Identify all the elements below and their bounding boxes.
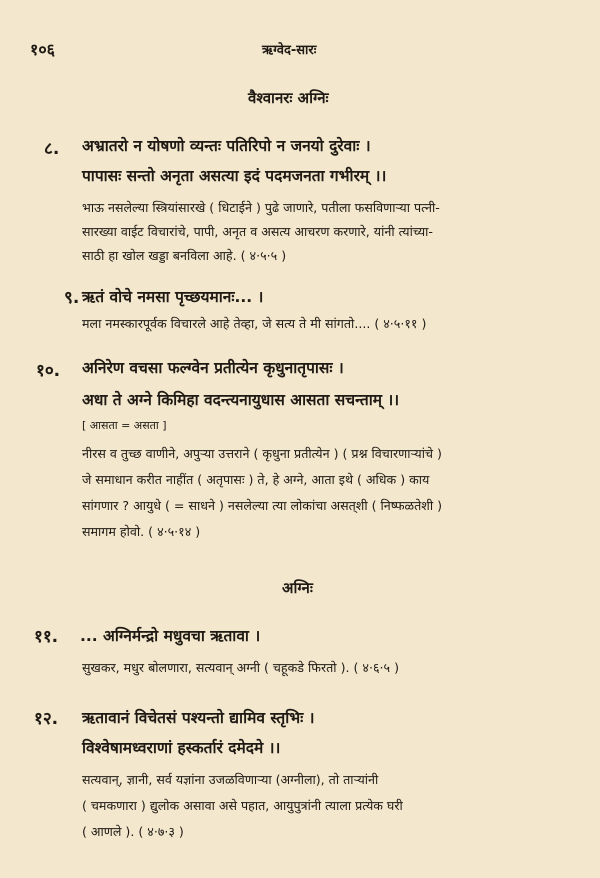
verse-number: १२.: [34, 709, 59, 729]
section-title: वैश्वानरः अग्निः: [248, 89, 329, 107]
meaning-line: सारख्या वाईट विचारांचे, पापी, अनृत व असत्य आचरण करणारे, यांनी त्यांच्या-: [82, 224, 433, 239]
verse-number: ८.: [44, 139, 60, 159]
verse-line: पापासः सन्तो अनृता असत्या इदं पदमजनता गभीरम् ।।: [82, 167, 387, 185]
verse-number: ९.: [64, 288, 80, 308]
running-title: ऋग्वेद-सारः: [262, 43, 317, 58]
meaning-line: सत्यवान्, ज्ञानी, सर्व यज्ञांना उजळविणाऱ्या (अग्नीला), तो ताऱ्यांनी: [82, 772, 379, 787]
verse-line: ऋतावानं विचेतसं पश्यन्तो द्यामिव स्तृभिः ।: [82, 709, 315, 727]
verse-line: ... अग्निर्मन्द्रो मधुवचा ऋतावा ।: [80, 627, 261, 645]
verse-line: अभ्रातरो न योषणो व्यन्तः पतिरिपो न जनयो दुरेवाः ।: [82, 137, 371, 155]
section-title: अग्निः: [282, 579, 313, 597]
meaning-line: ( आणले ). ( ४·७·३ ): [82, 824, 184, 839]
meaning-line: साठी हा खोल खड्डा बनविला आहे. ( ४·५·५ ): [82, 248, 287, 263]
verse-note: [ आसता = असता ]: [82, 419, 167, 432]
verse-line: अनिरेण वचसा फल्ग्वेन प्रतीत्येन कृधुनातृपासः ।: [82, 359, 344, 377]
meaning-line: समागम होवो. ( ४·५·१४ ): [82, 524, 201, 539]
verse-line: ऋतं वोचे नमसा पृच्छयमानः... ।: [82, 288, 264, 306]
meaning-line: सुखकर, मधुर बोलणारा, सत्यवान् अग्नी ( चहूकडे फिरतो ). ( ४·६·५ ): [82, 660, 399, 675]
verse-line: विश्वेषामध्वराणां हस्कर्तारं दमेदमे ।।: [82, 739, 281, 757]
page-number: १०६: [30, 40, 55, 59]
meaning-line: नीरस व तुच्छ वाणीने, अपुऱ्या उत्तराने ( कृधुना प्रतीत्येन ) ( प्रश्न विचारणाऱ्यांचे ): [82, 446, 442, 461]
verse-line: अधा ते अग्ने किमिहा वदन्त्यनायुधास आसता सचन्ताम् ।।: [82, 391, 400, 409]
meaning-line: जे समाधान करीत नाहींत ( अतृपासः ) ते, हे अग्ने, आता इथे ( अधिक ) काय: [82, 472, 430, 487]
verse-number: १०.: [36, 361, 61, 381]
meaning-line: ( चमकणारा ) द्युलोक असावा असे पहात, आयुपुत्रांनी त्याला प्रत्येक घरी: [82, 798, 403, 813]
verse-number: ११.: [34, 627, 59, 647]
meaning-line: सांगणार ? आयुधे ( = साधने ) नसलेल्या त्या लोकांचा असत्‌शी ( निष्फळतेशी ): [82, 498, 443, 513]
meaning-line: भाऊ नसलेल्या स्त्रियांसारखे ( धिटाईने ) पुढे जाणारे, पतीला फसविणाऱ्या पत्नी-: [82, 200, 440, 215]
meaning-line: मला नमस्कारपूर्वक विचारले आहे तेव्हा, जे सत्य ते मी सांगतो.... ( ४·५·११ ): [82, 316, 427, 331]
